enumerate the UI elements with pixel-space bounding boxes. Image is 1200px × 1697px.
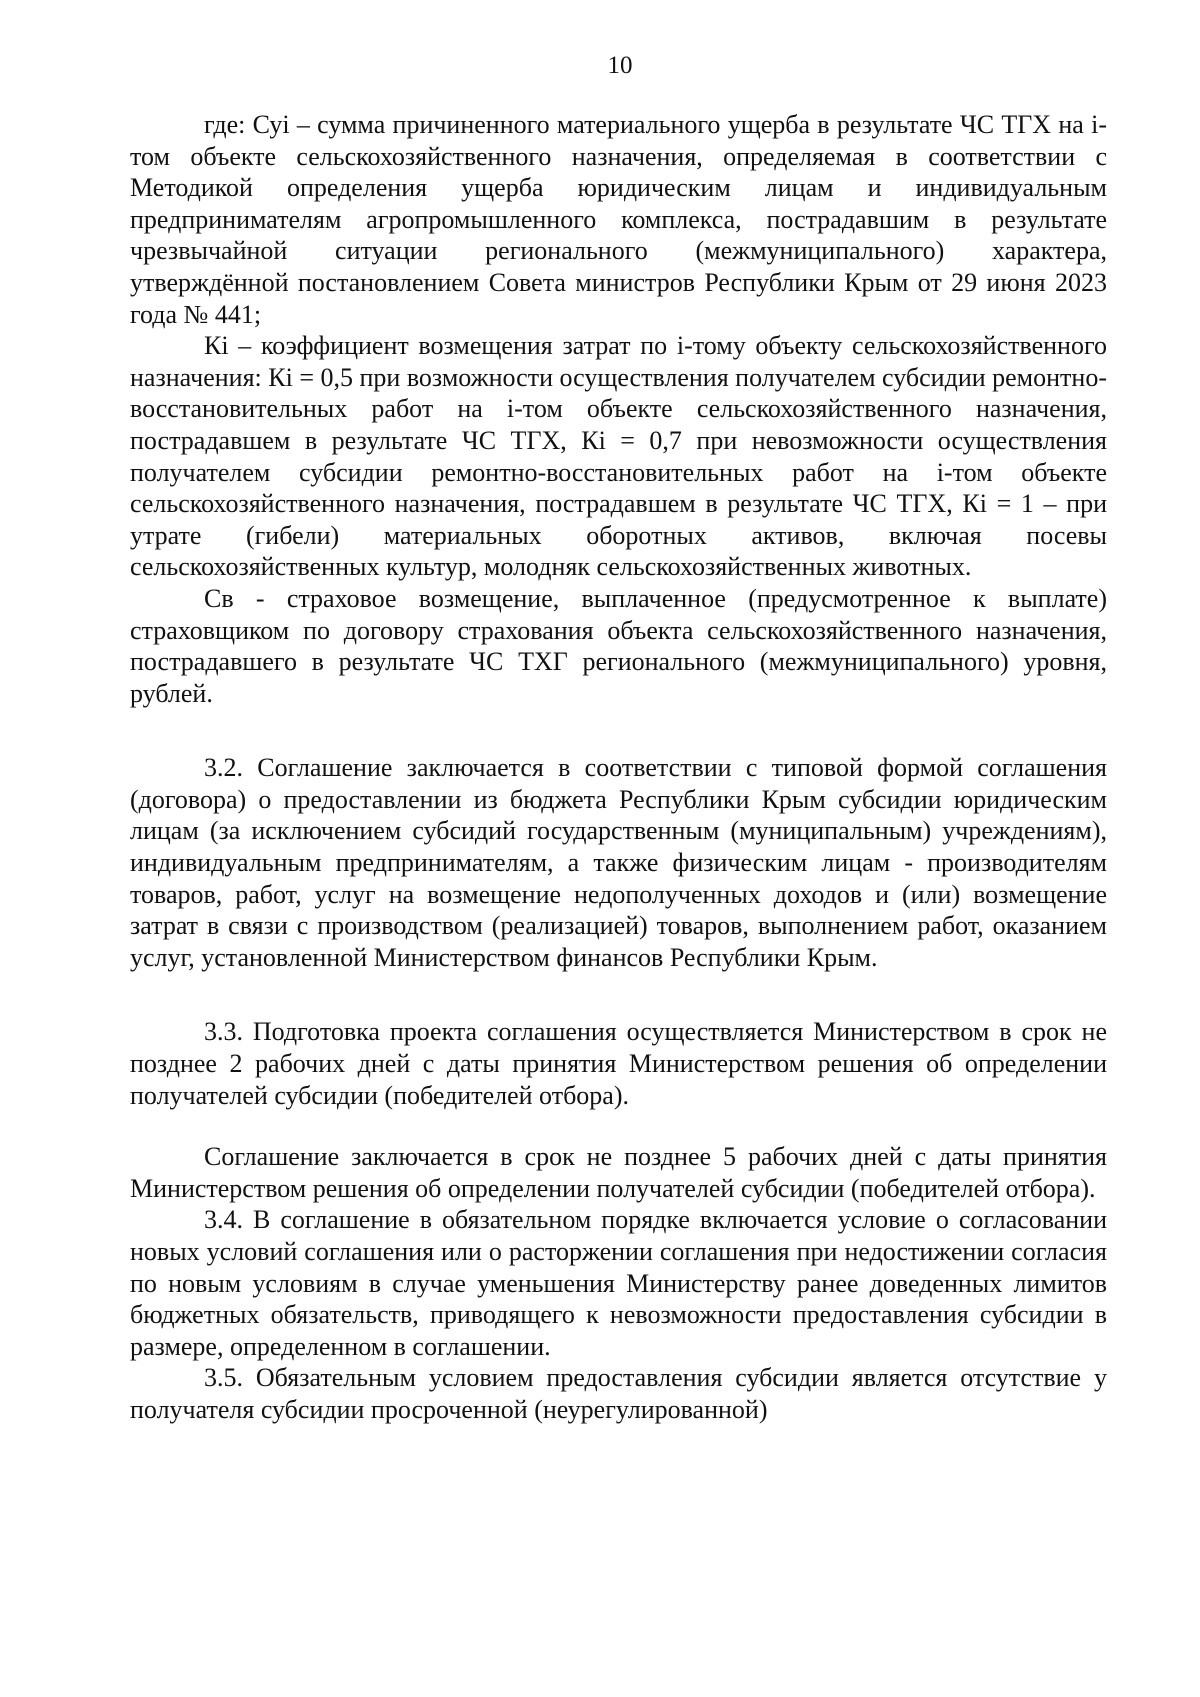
paragraph-clause-3-5: 3.5. Обязательным условием предоставления субсидии является отсутствие у получателя субсидии просроченной (неурегулированной): [130, 1363, 1107, 1424]
paragraph-definition-ki: Кi – коэффициент возмещения затрат по i-тому объекту сельскохозяйственного назначения: Кi = 0,5 при возможности осуществления получателем субсидии ремонтно-восстановительных работ на i-том объекте сельскохозяйственного назначения, пострадавшем в результате ЧС ТГХ, Кi = 0,7 при невозможности осуществления получателем субсидии ремонтно-восстановительных работ на i-том объекте сельскохозяйственного назначения, пострадавшем в результате ЧС ТГХ, Кi = 1 – при утрате (гибели) материальных оборотных активов, включая посевы сельскохозяйственных культур, молодняк сельскохозяйственных животных.: [130, 331, 1107, 582]
page-number: 10: [607, 52, 633, 79]
paragraph-definition-cy: где: Суi – сумма причиненного материального ущерба в результате ЧС ТГХ на i-том объекте сельскохозяйственного назначения, определяемая в соответствии с Методикой определения ущерба юридическим лицам и индивидуальным предпринимателям агропромышленного комплекса, пострадавшим в результате чрезвычайной ситуации регионального (межмуниципального) характера, утверждённой постановлением Совета министров Республики Крым от 29 июня 2023 года № 441;: [130, 110, 1107, 329]
paragraph-clause-3-2: 3.2. Соглашение заключается в соответствии с типовой формой соглашения (договора) о предоставлении из бюджета Республики Крым субсидии юридическим лицам (за исключением субсидий государственным (муниципальным) учреждениям), индивидуальным предпринимателям, а также физическим лицам - производителям товаров, работ, услуг на возмещение недополученных доходов и (или) возмещение затрат в связи с производством (реализацией) товаров, выполнением работ, оказанием услуг, установленной Министерством финансов Республики Крым.: [130, 753, 1107, 972]
paragraph-clause-3-3: 3.3. Подготовка проекта соглашения осуществляется Министерством в срок не позднее 2 рабочих дней с даты принятия Министерством решения об определении получателей субсидии (победителей отбора).: [130, 1017, 1107, 1110]
document-body: [130, 109, 1107, 1426]
paragraph-clause-3-3-term: Соглашение заключается в срок не позднее 5 рабочих дней с даты принятия Министерством решения об определении получателей субсидии (победителей отбора).: [130, 1142, 1107, 1203]
paragraph-definition-cv: Св - страховое возмещение, выплаченное (предусмотренное к выплате) страховщиком по договору страхования объекта сельскохозяйственного назначения, пострадавшего в результате ЧС ТХГ регионального (межмуниципального) уровня, рублей.: [130, 583, 1107, 708]
paragraph-clause-3-4: 3.4. В соглашение в обязательном порядке включается условие о согласовании новых условий соглашения или о расторжении соглашения при недостижении согласия по новым условиям в случае уменьшения Министерству ранее доведенных лимитов бюджетных обязательств, приводящего к невозможности предоставления субсидии в размере, определенном в соглашении.: [130, 1205, 1107, 1361]
